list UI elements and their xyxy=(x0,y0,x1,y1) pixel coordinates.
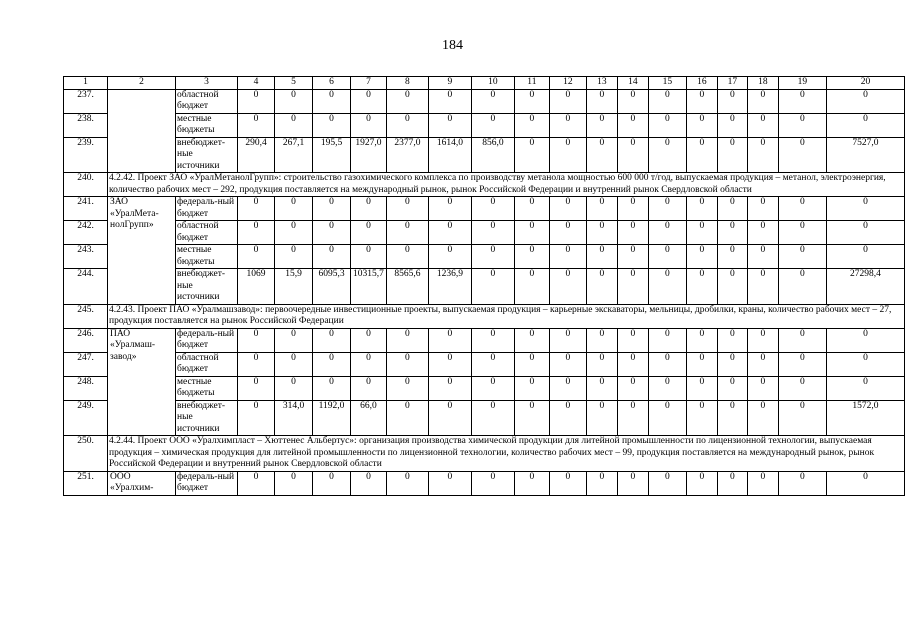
value-cell: 0 xyxy=(826,245,904,269)
value-cell: 0 xyxy=(386,376,428,400)
value-cell: 0 xyxy=(351,471,387,495)
value-cell: 0 xyxy=(826,376,904,400)
value-cell: 0 xyxy=(778,245,826,269)
value-cell: 0 xyxy=(617,328,648,352)
value-cell: 10315,7 xyxy=(351,269,387,305)
value-cell: 0 xyxy=(275,113,313,137)
value-cell: 0 xyxy=(617,400,648,436)
row-number: 237. xyxy=(64,89,108,113)
funding-source: местные бюджеты xyxy=(176,376,238,400)
value-cell: 0 xyxy=(717,197,747,221)
value-cell: 0 xyxy=(747,221,778,245)
value-cell: 0 xyxy=(648,269,686,305)
col-header: 3 xyxy=(176,77,238,90)
value-cell: 0 xyxy=(617,376,648,400)
value-cell: 0 xyxy=(586,376,617,400)
value-cell: 0 xyxy=(471,471,514,495)
value-cell: 0 xyxy=(275,89,313,113)
value-cell: 8565,6 xyxy=(386,269,428,305)
funding-source: областной бюджет xyxy=(176,221,238,245)
value-cell: 0 xyxy=(275,197,313,221)
value-cell: 0 xyxy=(747,376,778,400)
value-cell: 0 xyxy=(313,245,351,269)
value-cell: 0 xyxy=(238,221,275,245)
value-cell: 0 xyxy=(586,197,617,221)
value-cell: 0 xyxy=(386,89,428,113)
value-cell: 0 xyxy=(428,328,471,352)
col-header: 4 xyxy=(238,77,275,90)
value-cell: 0 xyxy=(238,376,275,400)
value-cell: 0 xyxy=(686,221,717,245)
value-cell: 0 xyxy=(617,137,648,173)
col-header: 2 xyxy=(108,77,176,90)
value-cell: 0 xyxy=(826,89,904,113)
value-cell: 0 xyxy=(313,89,351,113)
value-cell: 0 xyxy=(549,197,586,221)
value-cell: 0 xyxy=(648,89,686,113)
row-number: 242. xyxy=(64,221,108,245)
value-cell: 0 xyxy=(428,197,471,221)
value-cell: 0 xyxy=(617,471,648,495)
value-cell: 0 xyxy=(514,471,549,495)
value-cell: 0 xyxy=(778,269,826,305)
value-cell: 0 xyxy=(717,376,747,400)
value-cell: 0 xyxy=(351,197,387,221)
value-cell: 0 xyxy=(313,328,351,352)
value-cell: 0 xyxy=(778,197,826,221)
project-description-row xyxy=(64,173,905,197)
value-cell: 0 xyxy=(747,269,778,305)
value-cell: 0 xyxy=(386,113,428,137)
table-row xyxy=(64,328,905,352)
value-cell: 0 xyxy=(717,137,747,173)
funding-source: местные бюджеты xyxy=(176,245,238,269)
col-header: 6 xyxy=(313,77,351,90)
value-cell: 0 xyxy=(826,352,904,376)
value-cell: 0 xyxy=(386,328,428,352)
value-cell: 267,1 xyxy=(275,137,313,173)
value-cell: 0 xyxy=(428,376,471,400)
value-cell: 0 xyxy=(238,352,275,376)
col-header: 14 xyxy=(617,77,648,90)
value-cell: 0 xyxy=(686,137,717,173)
value-cell: 0 xyxy=(686,376,717,400)
value-cell: 0 xyxy=(586,471,617,495)
value-cell: 0 xyxy=(686,400,717,436)
value-cell: 0 xyxy=(471,400,514,436)
value-cell: 0 xyxy=(778,471,826,495)
value-cell: 0 xyxy=(747,471,778,495)
value-cell: 0 xyxy=(428,352,471,376)
value-cell: 0 xyxy=(351,221,387,245)
value-cell: 0 xyxy=(471,221,514,245)
value-cell: 0 xyxy=(747,400,778,436)
value-cell: 0 xyxy=(617,269,648,305)
value-cell: 0 xyxy=(428,471,471,495)
value-cell: 0 xyxy=(617,113,648,137)
value-cell: 0 xyxy=(471,269,514,305)
value-cell: 0 xyxy=(549,400,586,436)
value-cell: 0 xyxy=(514,376,549,400)
value-cell: 27298,4 xyxy=(826,269,904,305)
value-cell: 0 xyxy=(648,113,686,137)
project-description-row xyxy=(64,304,905,328)
value-cell: 0 xyxy=(617,197,648,221)
value-cell: 0 xyxy=(717,245,747,269)
value-cell: 0 xyxy=(275,471,313,495)
value-cell: 0 xyxy=(514,328,549,352)
value-cell: 0 xyxy=(747,137,778,173)
value-cell: 0 xyxy=(549,352,586,376)
row-number: 238. xyxy=(64,113,108,137)
row-number: 240. xyxy=(64,173,108,197)
row-number: 248. xyxy=(64,376,108,400)
value-cell: 0 xyxy=(747,89,778,113)
value-cell: 0 xyxy=(686,245,717,269)
value-cell: 1192,0 xyxy=(313,400,351,436)
value-cell: 0 xyxy=(648,400,686,436)
col-header: 16 xyxy=(686,77,717,90)
value-cell: 0 xyxy=(428,113,471,137)
value-cell: 0 xyxy=(686,352,717,376)
value-cell: 0 xyxy=(747,352,778,376)
funding-source: внебюджет-ные источники xyxy=(176,269,238,305)
table-row xyxy=(64,352,905,376)
value-cell: 0 xyxy=(747,245,778,269)
value-cell: 0 xyxy=(351,245,387,269)
col-header: 1 xyxy=(64,77,108,90)
value-cell: 0 xyxy=(428,89,471,113)
value-cell: 0 xyxy=(686,328,717,352)
table-row xyxy=(64,471,905,495)
value-cell: 0 xyxy=(313,471,351,495)
value-cell: 0 xyxy=(648,221,686,245)
value-cell: 1069 xyxy=(238,269,275,305)
funding-source: федераль-ный бюджет xyxy=(176,471,238,495)
value-cell: 0 xyxy=(351,113,387,137)
col-header: 19 xyxy=(778,77,826,90)
value-cell: 0 xyxy=(717,471,747,495)
value-cell: 0 xyxy=(586,400,617,436)
value-cell: 0 xyxy=(238,400,275,436)
value-cell: 0 xyxy=(275,376,313,400)
value-cell: 0 xyxy=(617,89,648,113)
value-cell: 0 xyxy=(586,221,617,245)
table-row xyxy=(64,89,905,113)
value-cell: 0 xyxy=(778,376,826,400)
col-header: 20 xyxy=(826,77,904,90)
value-cell: 0 xyxy=(313,376,351,400)
value-cell: 0 xyxy=(648,328,686,352)
value-cell: 0 xyxy=(428,245,471,269)
value-cell: 0 xyxy=(238,197,275,221)
funding-source: местные бюджеты xyxy=(176,113,238,137)
row-number: 239. xyxy=(64,137,108,173)
col-header: 12 xyxy=(549,77,586,90)
value-cell: 0 xyxy=(778,89,826,113)
row-number: 251. xyxy=(64,471,108,495)
value-cell: 0 xyxy=(238,328,275,352)
value-cell: 0 xyxy=(826,197,904,221)
value-cell: 0 xyxy=(514,245,549,269)
value-cell: 0 xyxy=(648,352,686,376)
value-cell: 0 xyxy=(648,137,686,173)
table-row xyxy=(64,197,905,221)
value-cell: 0 xyxy=(514,400,549,436)
table-row xyxy=(64,400,905,436)
value-cell: 0 xyxy=(351,89,387,113)
funding-source: федераль-ный бюджет xyxy=(176,197,238,221)
value-cell: 0 xyxy=(386,471,428,495)
value-cell: 0 xyxy=(686,269,717,305)
row-number: 245. xyxy=(64,304,108,328)
header-row xyxy=(64,77,905,90)
project-name: ЗАО «УралМета-нолГрупп» xyxy=(108,197,176,305)
value-cell: 0 xyxy=(549,221,586,245)
value-cell: 0 xyxy=(514,269,549,305)
value-cell: 0 xyxy=(471,245,514,269)
page-number: 184 xyxy=(442,38,463,53)
value-cell: 0 xyxy=(386,221,428,245)
value-cell: 0 xyxy=(826,113,904,137)
value-cell: 0 xyxy=(238,113,275,137)
project-description: 4.2.43. Проект ПАО «Уралмашзавод»: первоочередные инвестиционные проекты, выпускаемая продукция – карьерные экскаваторы, мельницы, дробилки, краны, количество рабочих мест – 27, продукция поставляется на рынок Российской Федерации xyxy=(108,304,905,328)
value-cell: 195,5 xyxy=(313,137,351,173)
value-cell: 0 xyxy=(386,245,428,269)
row-number: 244. xyxy=(64,269,108,305)
value-cell: 0 xyxy=(747,197,778,221)
value-cell: 0 xyxy=(586,137,617,173)
value-cell: 0 xyxy=(514,137,549,173)
value-cell: 6095,3 xyxy=(313,269,351,305)
value-cell: 0 xyxy=(313,197,351,221)
value-cell: 0 xyxy=(586,328,617,352)
value-cell: 0 xyxy=(717,269,747,305)
value-cell: 0 xyxy=(717,352,747,376)
value-cell: 66,0 xyxy=(351,400,387,436)
value-cell: 0 xyxy=(351,352,387,376)
value-cell: 0 xyxy=(313,113,351,137)
value-cell: 0 xyxy=(514,113,549,137)
value-cell: 0 xyxy=(549,471,586,495)
value-cell: 0 xyxy=(514,352,549,376)
funding-source: внебюджет-ные источники xyxy=(176,137,238,173)
value-cell: 0 xyxy=(471,328,514,352)
value-cell: 0 xyxy=(471,89,514,113)
project-name: ПАО «Уралмаш-завод» xyxy=(108,328,176,436)
value-cell: 0 xyxy=(648,471,686,495)
row-number: 247. xyxy=(64,352,108,376)
value-cell: 0 xyxy=(471,197,514,221)
value-cell: 0 xyxy=(549,245,586,269)
value-cell: 0 xyxy=(549,328,586,352)
project-name: ООО «Уралхим- xyxy=(108,471,176,495)
project-name xyxy=(108,89,176,173)
value-cell: 0 xyxy=(778,221,826,245)
value-cell: 0 xyxy=(275,221,313,245)
value-cell: 0 xyxy=(549,376,586,400)
value-cell: 0 xyxy=(238,245,275,269)
col-header: 11 xyxy=(514,77,549,90)
col-header: 18 xyxy=(747,77,778,90)
col-header: 5 xyxy=(275,77,313,90)
value-cell: 0 xyxy=(386,197,428,221)
table-row xyxy=(64,376,905,400)
row-number: 250. xyxy=(64,436,108,472)
value-cell: 0 xyxy=(386,400,428,436)
value-cell: 0 xyxy=(514,221,549,245)
value-cell: 0 xyxy=(586,352,617,376)
value-cell: 0 xyxy=(717,328,747,352)
value-cell: 0 xyxy=(686,89,717,113)
value-cell: 0 xyxy=(351,328,387,352)
budget-table xyxy=(63,76,905,496)
col-header: 9 xyxy=(428,77,471,90)
value-cell: 0 xyxy=(617,245,648,269)
value-cell: 1572,0 xyxy=(826,400,904,436)
table-row xyxy=(64,113,905,137)
funding-source: областной бюджет xyxy=(176,89,238,113)
value-cell: 0 xyxy=(717,221,747,245)
col-header: 13 xyxy=(586,77,617,90)
value-cell: 0 xyxy=(747,113,778,137)
value-cell: 0 xyxy=(778,352,826,376)
value-cell: 290,4 xyxy=(238,137,275,173)
project-description-row xyxy=(64,436,905,472)
value-cell: 0 xyxy=(617,221,648,245)
value-cell: 0 xyxy=(238,89,275,113)
value-cell: 0 xyxy=(386,352,428,376)
value-cell: 0 xyxy=(549,269,586,305)
value-cell: 0 xyxy=(686,471,717,495)
row-number: 249. xyxy=(64,400,108,436)
row-number: 246. xyxy=(64,328,108,352)
funding-source: федераль-ный бюджет xyxy=(176,328,238,352)
value-cell: 0 xyxy=(275,245,313,269)
value-cell: 0 xyxy=(826,328,904,352)
value-cell: 1927,0 xyxy=(351,137,387,173)
value-cell: 0 xyxy=(686,197,717,221)
value-cell: 0 xyxy=(778,137,826,173)
table-row xyxy=(64,137,905,173)
col-header: 10 xyxy=(471,77,514,90)
value-cell: 0 xyxy=(514,89,549,113)
row-number: 243. xyxy=(64,245,108,269)
col-header: 7 xyxy=(351,77,387,90)
col-header: 15 xyxy=(648,77,686,90)
value-cell: 0 xyxy=(826,471,904,495)
value-cell: 0 xyxy=(275,328,313,352)
row-number: 241. xyxy=(64,197,108,221)
value-cell: 0 xyxy=(549,137,586,173)
value-cell: 0 xyxy=(586,113,617,137)
col-header: 8 xyxy=(386,77,428,90)
value-cell: 0 xyxy=(514,197,549,221)
value-cell: 0 xyxy=(471,113,514,137)
value-cell: 0 xyxy=(717,113,747,137)
value-cell: 0 xyxy=(747,328,778,352)
value-cell: 0 xyxy=(778,113,826,137)
value-cell: 1236,9 xyxy=(428,269,471,305)
value-cell: 0 xyxy=(351,376,387,400)
col-header: 17 xyxy=(717,77,747,90)
value-cell: 0 xyxy=(275,352,313,376)
value-cell: 0 xyxy=(717,89,747,113)
funding-source: областной бюджет xyxy=(176,352,238,376)
value-cell: 0 xyxy=(549,89,586,113)
value-cell: 0 xyxy=(313,352,351,376)
value-cell: 0 xyxy=(586,245,617,269)
value-cell: 0 xyxy=(648,376,686,400)
value-cell: 0 xyxy=(648,197,686,221)
value-cell: 7527,0 xyxy=(826,137,904,173)
value-cell: 0 xyxy=(428,400,471,436)
value-cell: 0 xyxy=(471,376,514,400)
value-cell: 0 xyxy=(826,221,904,245)
project-description: 4.2.44. Проект ООО «Уралхимпласт – Хюттенес Альбертус»: организация производства химической продукции для литейной промышленности по лицензионной технологии, выпускаемая продукция – химическая продукция для литейной промышленности по лицензионной технологии, количество рабочих мест – 99, продукция поставляется на международный рынок, рынок Российской Федерации и внутренний рынок Свердловской области xyxy=(108,436,905,472)
value-cell: 0 xyxy=(617,352,648,376)
value-cell: 314,0 xyxy=(275,400,313,436)
value-cell: 856,0 xyxy=(471,137,514,173)
value-cell: 0 xyxy=(586,269,617,305)
value-cell: 0 xyxy=(648,245,686,269)
table-row xyxy=(64,221,905,245)
value-cell: 0 xyxy=(428,221,471,245)
value-cell: 0 xyxy=(586,89,617,113)
value-cell: 2377,0 xyxy=(386,137,428,173)
value-cell: 0 xyxy=(238,471,275,495)
value-cell: 0 xyxy=(313,221,351,245)
value-cell: 0 xyxy=(778,400,826,436)
value-cell: 0 xyxy=(471,352,514,376)
value-cell: 0 xyxy=(686,113,717,137)
value-cell: 15,9 xyxy=(275,269,313,305)
value-cell: 0 xyxy=(549,113,586,137)
table-row xyxy=(64,245,905,269)
value-cell: 1614,0 xyxy=(428,137,471,173)
value-cell: 0 xyxy=(717,400,747,436)
value-cell: 0 xyxy=(778,328,826,352)
project-description: 4.2.42. Проект ЗАО «УралМетанолГрупп»: строительство газохимического комплекса по производству метанола мощностью 600 000 т/год, выпускаемая продукция – метанол, электроэнергия, количество рабочих мест – 292, продукция поставляется на международный рынок, рынок Российской Федерации и внутренний рынок Свердловской области xyxy=(108,173,905,197)
funding-source: внебюджет-ные источники xyxy=(176,400,238,436)
table-row xyxy=(64,269,905,305)
